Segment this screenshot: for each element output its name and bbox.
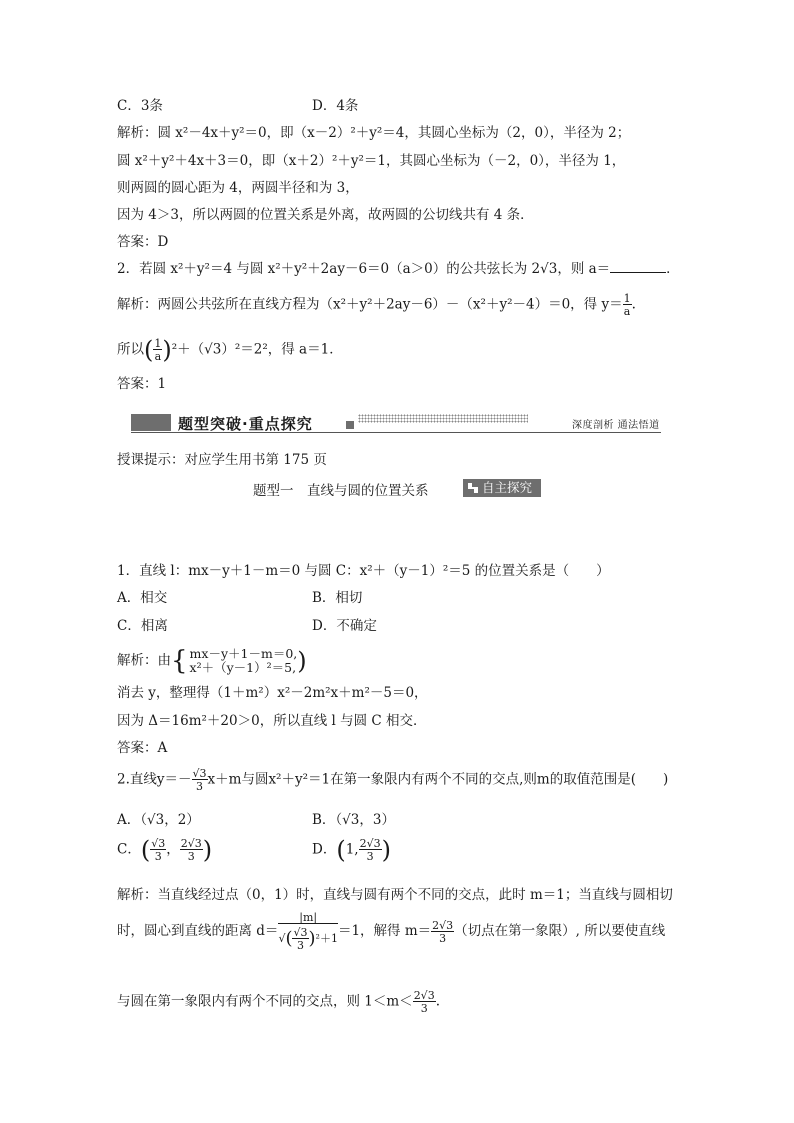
fraction-denominator: a bbox=[154, 350, 162, 363]
fraction-numerator: 1 bbox=[623, 292, 631, 305]
answer: 答案：A bbox=[117, 740, 168, 756]
fraction-denominator: 3 bbox=[187, 850, 195, 863]
sqrt-icon: √ bbox=[278, 932, 286, 945]
solution-line bbox=[117, 990, 440, 1014]
solution-line bbox=[117, 647, 307, 675]
solution-end: . bbox=[435, 993, 440, 1010]
option-c: C．相离 bbox=[117, 618, 168, 634]
problem-stem bbox=[117, 260, 680, 278]
solution-text: ²＋（√3）²＝2²，得 a＝1． bbox=[171, 341, 343, 358]
fraction-numerator: 1 bbox=[154, 337, 162, 350]
stem-text: 2．若圆 x²＋y²＝4 与圆 x²＋y²＋2ay－6＝0（a＞0）的公共弦长为 2√3，则 a＝ bbox=[117, 261, 611, 277]
fraction bbox=[292, 927, 308, 951]
fraction-denominator: 3 bbox=[439, 931, 447, 945]
left-paren: ( bbox=[285, 928, 293, 949]
solution-line: 圆 x²＋y²＋4x＋3＝0，即（x＋2）²＋y²＝1，其圆心坐标为（－2，0），半径为 1， bbox=[117, 153, 626, 169]
stem-text: 2.直线y＝－ bbox=[117, 771, 192, 788]
solution-end: . bbox=[631, 296, 636, 313]
fraction-denominator: 3 bbox=[366, 850, 374, 863]
problem-stem: 1．直线 l：mx－y＋1－m＝0 与圆 C：x²＋（y－1）²＝5 的位置关系是（ ） bbox=[117, 563, 610, 579]
distance-fraction bbox=[278, 912, 338, 951]
option-value: 1, bbox=[345, 841, 359, 858]
fraction-numerator: √3 bbox=[151, 837, 166, 850]
fraction-numerator: √3 bbox=[192, 767, 207, 780]
solution-text: 所以 bbox=[117, 341, 144, 358]
fraction bbox=[192, 768, 208, 792]
fraction-denominator bbox=[278, 924, 338, 951]
fraction-numerator: 2√3 bbox=[180, 837, 202, 850]
equation-1: mx－y＋1－m＝0, bbox=[189, 646, 298, 661]
banner-rule bbox=[131, 432, 661, 433]
fraction bbox=[413, 990, 436, 1014]
answer: 答案：1 bbox=[117, 376, 167, 392]
section-tag-label: 自主探究 bbox=[482, 480, 533, 495]
option-d: D．不确定 bbox=[312, 618, 377, 634]
fraction-denominator: 3 bbox=[196, 780, 204, 793]
fraction bbox=[359, 838, 382, 862]
banner-square bbox=[346, 421, 354, 429]
banner-dots bbox=[358, 414, 528, 423]
solution-text: ＝1，解得 m＝ bbox=[337, 923, 432, 939]
banner-subtitle: 深度剖析 通法悟道 bbox=[572, 420, 660, 431]
fraction-numerator: √3 bbox=[293, 926, 308, 939]
option-b: B．（√3，3） bbox=[312, 812, 395, 828]
option-a: A．（√3，2） bbox=[117, 812, 200, 828]
comma: ， bbox=[166, 841, 180, 858]
left-paren: ( bbox=[144, 336, 154, 364]
fraction bbox=[431, 920, 454, 944]
solution-text: 与圆在第一象限内有两个不同的交点，则 1＜m＜ bbox=[117, 993, 413, 1010]
option-label: D． bbox=[312, 841, 337, 858]
fraction bbox=[623, 293, 632, 317]
puzzle-icon bbox=[468, 483, 478, 493]
fraction-numerator: 2√3 bbox=[413, 989, 435, 1002]
denominator-tail: ²＋1 bbox=[315, 932, 338, 945]
stem-text: x＋m与圆x²＋y²＝1在第一象限内有两个不同的交点,则m的取值范围是( ) bbox=[207, 771, 669, 788]
problem-stem bbox=[117, 768, 668, 792]
solution-line: 解析：圆 x²－4x＋y²＝0，即（x－2）²＋y²＝4，其圆心坐标为（2，0），半径为 2； bbox=[117, 125, 631, 141]
fraction-denominator: 3 bbox=[296, 939, 304, 952]
right-paren: ) bbox=[162, 336, 172, 364]
solution-line: 消去 y，整理得（1＋m²）x²－2m²x＋m²－5＝0， bbox=[117, 685, 428, 701]
option-label: C． bbox=[117, 841, 141, 858]
option-b: B．相切 bbox=[312, 590, 363, 606]
banner-marker bbox=[131, 414, 171, 431]
left-paren: ( bbox=[140, 836, 151, 864]
solution-line: 因为 4＞3，所以两圆的位置关系是外离，故两圆的公切线共有 4 条． bbox=[117, 207, 534, 223]
solution-text: 解析：由 bbox=[117, 652, 171, 669]
solution-line bbox=[117, 338, 343, 362]
option-c bbox=[117, 838, 212, 862]
right-paren: ) bbox=[202, 836, 213, 864]
fraction bbox=[150, 838, 166, 862]
fraction-denominator: 3 bbox=[420, 1002, 428, 1015]
fraction-numerator: |m| bbox=[278, 912, 338, 924]
right-paren: ) bbox=[381, 836, 391, 864]
lesson-hint: 授课提示：对应学生用书第 175 页 bbox=[117, 452, 327, 468]
left-brace: { bbox=[171, 646, 188, 676]
section-title: 题型一 直线与圆的位置关系 bbox=[253, 483, 429, 499]
right-paren: ) bbox=[297, 647, 307, 675]
solution-text: 解析：两圆公共弦所在直线方程为（x²＋y²＋2ay－6）－（x²＋y²－4）＝0，得 y＝ bbox=[117, 296, 623, 313]
solution-line: 因为 Δ＝16m²＋20＞0，所以直线 l 与圆 C 相交． bbox=[117, 713, 427, 729]
fraction-numerator: 2√3 bbox=[432, 918, 454, 932]
left-paren: ( bbox=[336, 836, 346, 864]
section-tag bbox=[463, 479, 541, 497]
option-a: A．相交 bbox=[117, 590, 168, 606]
fraction-denominator: a bbox=[623, 305, 631, 318]
equation-system bbox=[188, 647, 298, 675]
fraction-numerator: 2√3 bbox=[359, 837, 381, 850]
option-d: D．4条 bbox=[312, 98, 359, 114]
option-c: C．3条 bbox=[117, 98, 163, 114]
stem-end: ． bbox=[666, 261, 680, 277]
fraction bbox=[180, 838, 203, 862]
right-paren: ) bbox=[308, 928, 316, 949]
banner-title: 题型突破·重点探究 bbox=[178, 415, 313, 433]
solution-line: 则两圆的圆心距为 4，两圆半径和为 3， bbox=[117, 180, 359, 196]
answer: 答案：D bbox=[117, 234, 169, 250]
solution-line bbox=[117, 912, 665, 951]
answer-blank bbox=[610, 260, 666, 273]
option-d bbox=[312, 838, 391, 862]
solution-text: （切点在第一象限）, 所以要使直线 bbox=[454, 923, 666, 939]
fraction-denominator: 3 bbox=[154, 850, 162, 863]
solution-line: 解析：当直线经过点（0，1）时，直线与圆有两个不同的交点，此时 m＝1；当直线与圆相切 bbox=[117, 887, 673, 903]
equation-2: x²＋（y－1）²＝5, bbox=[189, 660, 297, 675]
solution-line bbox=[117, 293, 636, 317]
solution-text: 时，圆心到直线的距离 d＝ bbox=[117, 923, 279, 939]
